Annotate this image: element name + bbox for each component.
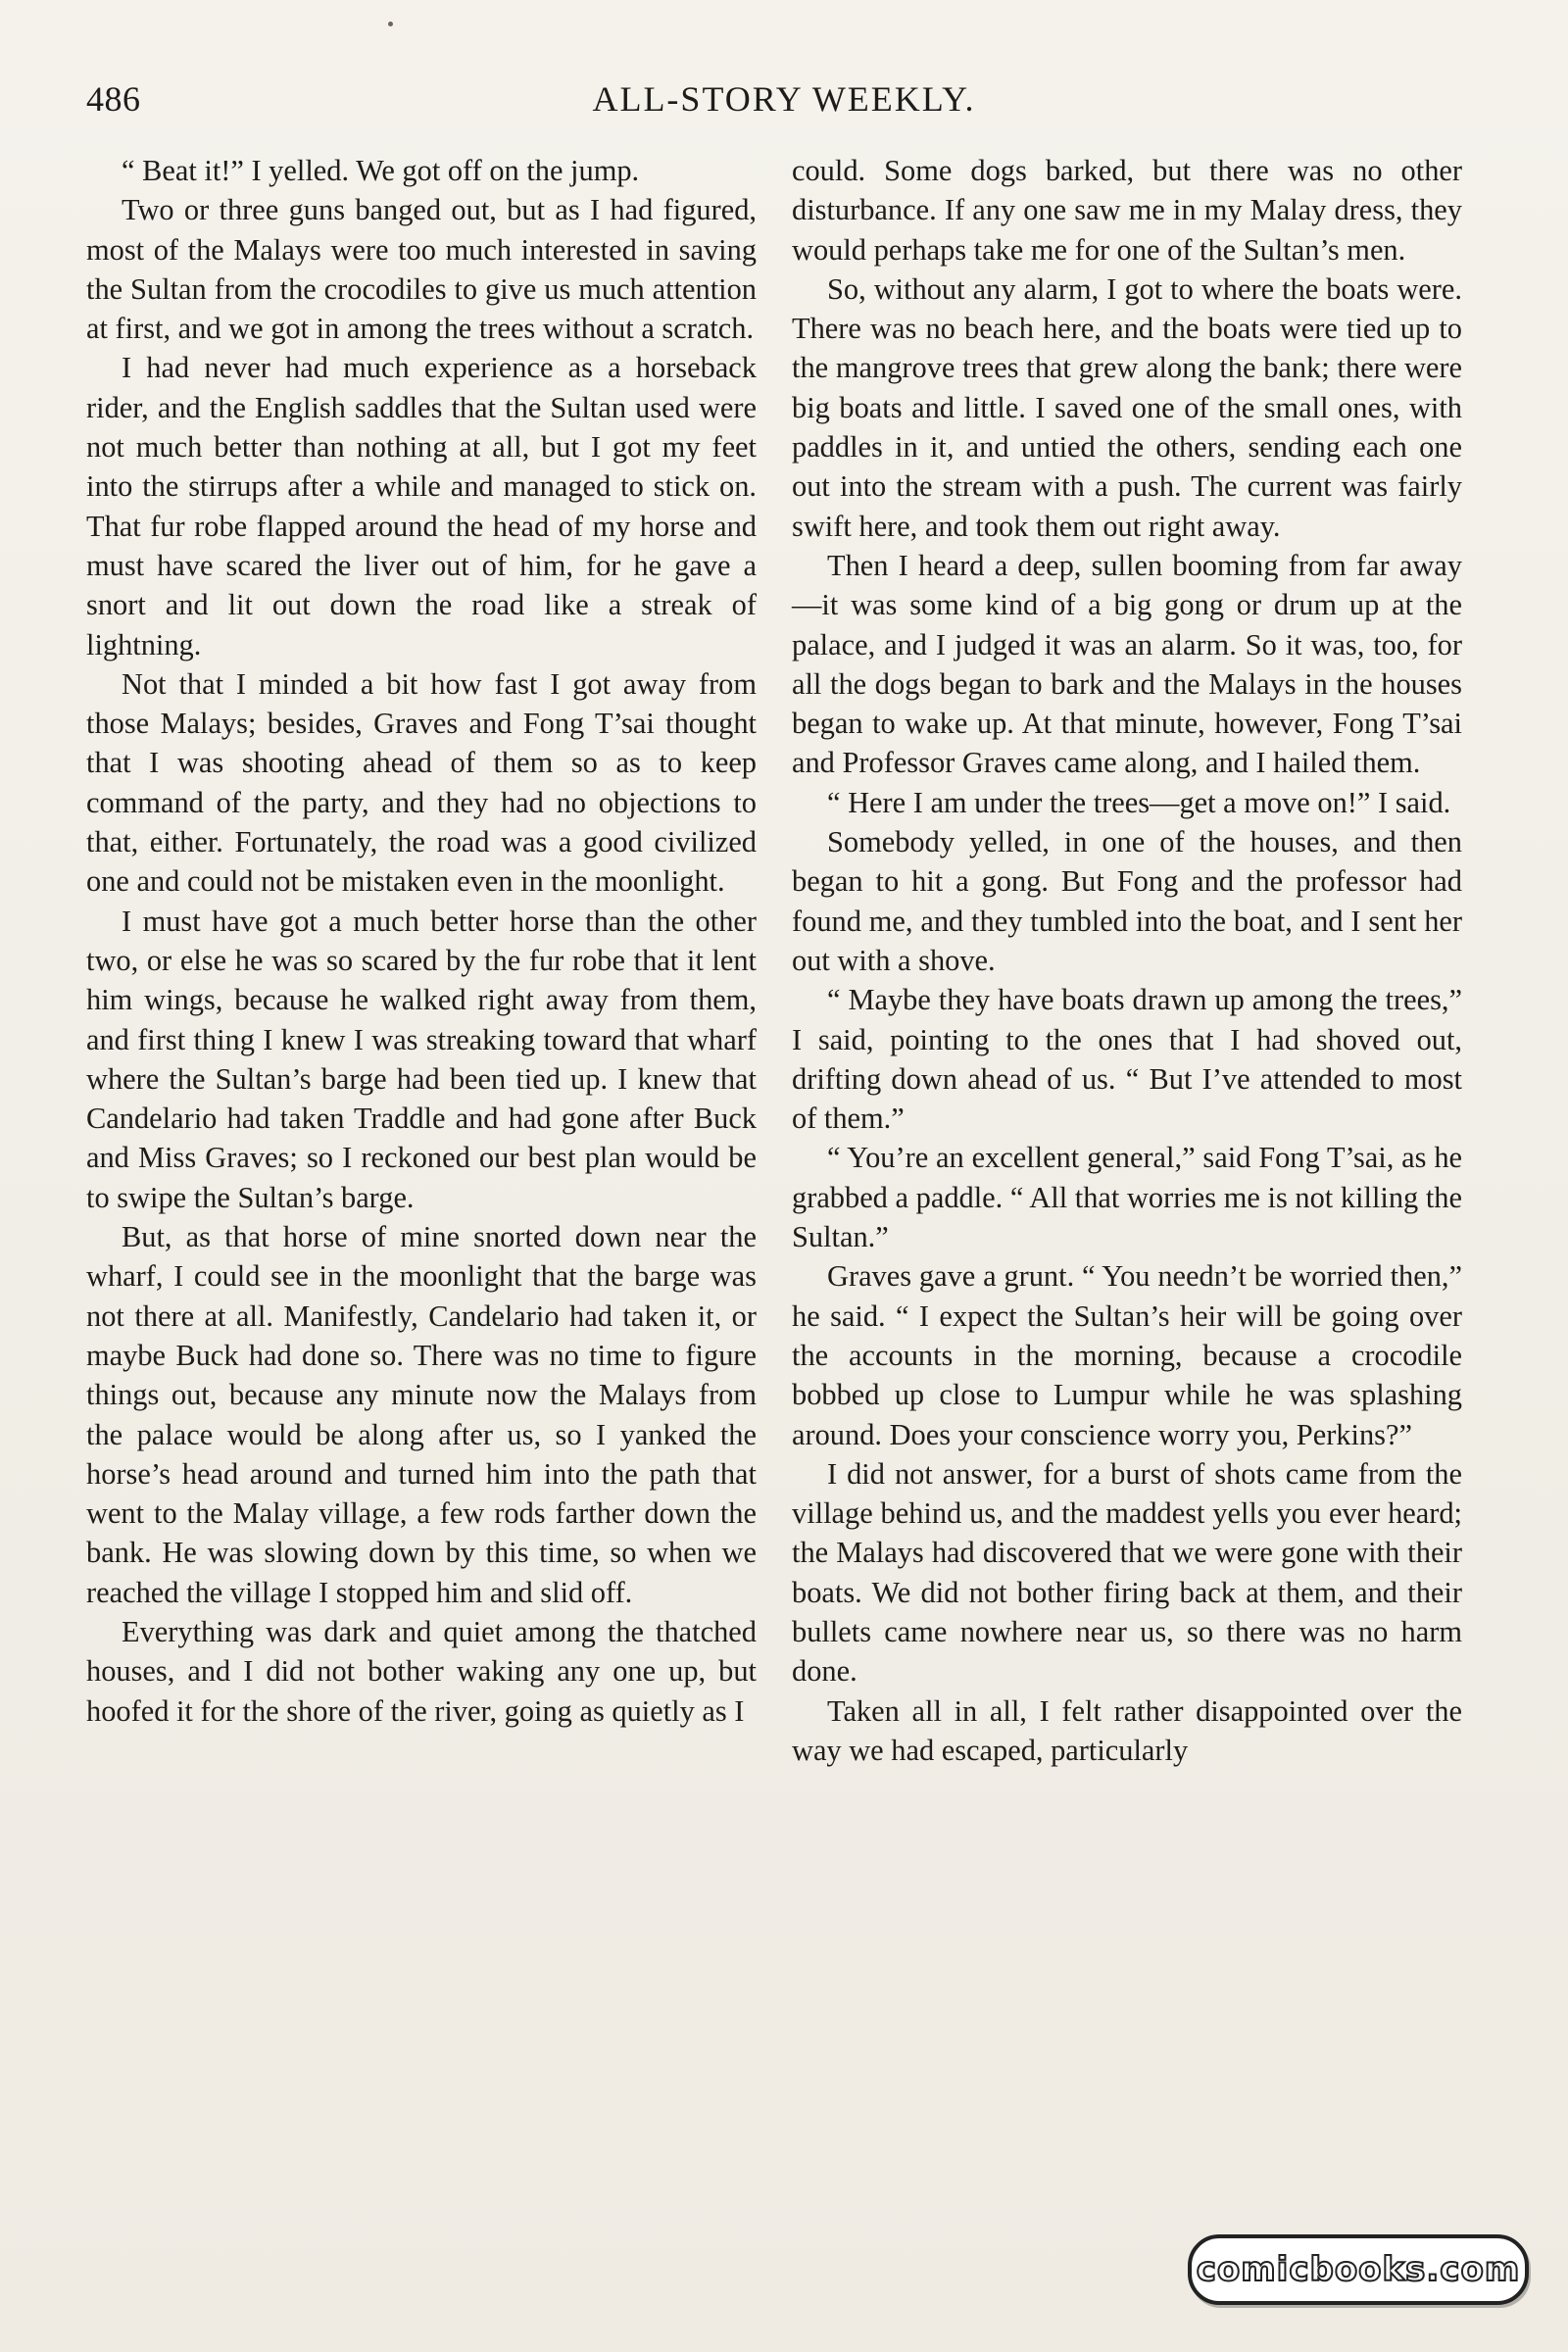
paragraph: Two or three guns banged out, but as I had figured, most of the Malays were too much interested in saving the Sultan from the crocodiles to give us much attention at first, and we got in among the trees without a scratch. [86, 193, 757, 346]
paragraph: I must have got a much better horse than the other two, or else he was so scared by the fur robe that it lent him wings, because he walked right away from them, and first thing I knew I was streaking toward that wharf where the Sultan’s barge had been tied up. I knew that Candelario had taken Traddle and had gone after Buck and Miss Graves; so I reckoned our best plan would be to swipe the Sultan’s barge. [86, 904, 757, 1214]
paragraph: Not that I minded a bit how fast I got away from those Malays; besides, Graves and Fong T’sai thought that I was shooting ahead of them so as to keep command of the party, and they had no objections to that, either. Fortunately, the road was a good civilized one and could not be mistaken even in the moonlight. [86, 666, 757, 899]
paragraph: “ Beat it!” I yelled. We got off on the jump. [122, 154, 640, 187]
paragraph: I did not answer, for a burst of shots came from the village behind us, and the maddest yells you ever heard; the Malays had discovered that we were gone with their boats. We did not bother firing back at them, and their bullets came nowhere near us, so there was no harm done. [792, 1456, 1462, 1689]
left-column [86, 151, 757, 1731]
paragraph: could. Some dogs barked, but there was no other disturbance. If any one saw me in my Malay dress, they would perhaps take me for one of the Sultan’s men. [792, 154, 1462, 267]
page-header [86, 69, 1482, 131]
paragraph: “ Maybe they have boats drawn up among the trees,” I said, pointing to the ones that I had shoved out, drifting down ahead of us. “ But I’ve attended to most of them.” [792, 983, 1462, 1136]
paragraph: “ Here I am under the trees—get a move on!” I said. [827, 785, 1451, 819]
paragraph: “ You’re an excellent general,” said Fong T’sai, as he grabbed a paddle. “ All that worries me is not killing the Sultan.” [792, 1141, 1462, 1254]
paragraph: I had never had much experience as a horseback rider, and the English saddles that the Sultan used were not much better than nothing at all, but I got my feet into the stirrups after a while and managed to stick on. That fur robe flapped around the head of my horse and must have scared the liver out of him, for he gave a snort and lit out down the road like a streak of lightning. [86, 351, 757, 662]
paragraph: Graves gave a grunt. “ You needn’t be worried then,” he said. “ I expect the Sultan’s heir will be going over the accounts in the morning, because a crocodile bobbed up close to Lumpur while he was splashing around. Does your conscience worry you, Perkins?” [792, 1259, 1462, 1451]
right-column [792, 151, 1462, 1770]
watermark-logo [1188, 2234, 1529, 2305]
print-speck [388, 22, 393, 26]
page-number: 486 [86, 79, 141, 119]
running-head: ALL-STORY WEEKLY. [592, 79, 976, 119]
paragraph: Then I heard a deep, sullen booming from far away—it was some kind of a big gong or drum up at the palace, and I judged it was an alarm. So it was, too, for all the dogs began to bark and the Malays in the houses began to wake up. At that minute, however, Fong T’sai and Professor Graves came along, and I hailed them. [792, 548, 1462, 780]
paragraph: Somebody yelled, in one of the houses, and then began to hit a gong. But Fong and the professor had found me, and they tumbled into the boat, and I sent her out with a shove. [792, 825, 1462, 977]
paragraph: Everything was dark and quiet among the thatched houses, and I did not bother waking any one up, but hoofed it for the shore of the river, going as quietly as I [86, 1614, 757, 1728]
watermark-text: comicbooks.com [1196, 2250, 1521, 2289]
paragraph: Taken all in all, I felt rather disappointed over the way we had escaped, particularly [792, 1693, 1462, 1767]
paragraph: But, as that horse of mine snorted down near the wharf, I could see in the moonlight that the barge was not there at all. Manifestly, Candelario had taken it, or maybe Buck had done so. There was no time to figure things out, because any minute now the Malays from the palace would be along after us, so I yanked the horse’s head around and turned him into the path that went to the Malay village, a few rods farther down the bank. He was slowing down by this time, so when we reached the village I stopped him and slid off. [86, 1220, 757, 1609]
paragraph: So, without any alarm, I got to where the boats were. There was no beach here, and the boats were tied up to the mangrove trees that grew along the bank; there were big boats and little. I saved one of the small ones, with paddles in it, and untied the others, sending each one out into the stream with a push. The current was fairly swift here, and took them out right away. [792, 271, 1462, 543]
